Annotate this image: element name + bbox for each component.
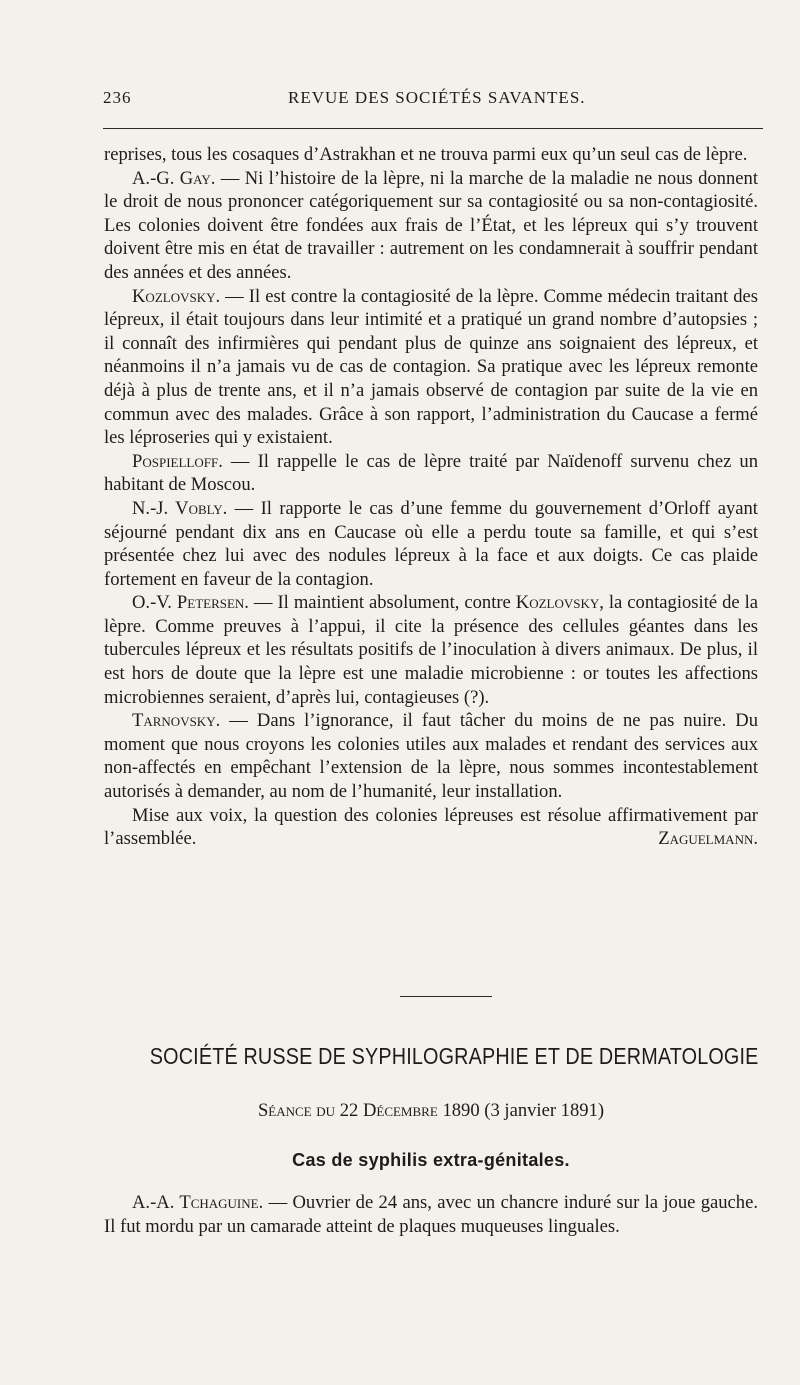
body-text [104,143,758,851]
case-text [104,1191,758,1238]
speaker-name: Kozlovsky. [132,285,221,307]
speech-text: — Ni l’histoire de la lèpre, ni la marche de la maladie ne nous donnent le droit de nous prononcer catégoriquement sur sa contagiosité ou sa non-contagiosité. Les colonies doivent être fondées aux frais de l’État, et les lépreux qui s’y trouvent doivent être mis en état de travailler : autrement on les condamnerait à souffrir pendant des années et des années. [104,167,758,283]
section-title: SOCIÉTÉ RUSSE DE SYPHILOGRAPHIE ET DE DERMATOLOGIE [149,1043,759,1069]
inline-speaker-name: Kozlovsky [515,592,600,614]
speech-kozlovsky [104,285,758,450]
section-divider [400,996,492,997]
speech-text: — Il rappelle le cas de lèpre traité par Naïdenoff survenu chez un habitant de Moscou. [104,450,758,496]
cases-heading: Cas de syphilis extra-génitales. [292,1150,570,1170]
speech-text: — Il maintient absolument, contre [248,592,516,614]
case-description: — Ouvrier de 24 ans, avec un chancre induré sur la joue gauche. Il fut mordu par un camarade atteint de plaques muqueuses linguales. [104,1192,758,1237]
header-rule [103,128,763,129]
signature: Zaguelmann. [658,828,758,850]
speech-text: — Dans l’ignorance, il faut tâcher du moins de ne pas nuire. Du moment que nous croyons les colonies utiles aux malades et rendant des services aux non-affectés en empêchant l’extension de la lèpre, nous sommes incontestablement autorisés à demander, au nom de l’humanité, leur installation. [104,710,758,803]
speech-petersen [104,591,758,709]
resolution-text: Mise aux voix, la question des colonies lépreuses est résolue affirmativement par l’assemblée. [104,804,758,850]
page-number: 236 [103,88,132,107]
seance-label: Séance du [257,1100,336,1121]
speech-text: , la contagiosité de la lèpre. Comme preuves à l’appui, il cite la présence des cellules géantes dans les tubercules lépreux et les résultats positifs de l’inoculation à divers animaux. De plus, il est hors de doute que la lèpre est une maladie microbienne : or toutes les affections microbiennes seraient, d’après lui, contagieuses (?). [104,592,759,708]
running-head [103,88,763,112]
speech-tarnovsky [104,709,758,803]
speaker-name: Tarnovsky. [132,710,221,732]
case-tchaguine [104,1191,758,1238]
speaker-name: O.-V. Petersen. [132,592,249,614]
continued-paragraph: reprises, tous les cosaques d’Astrakhan et ne trouva parmi eux qu’un seul cas de lèpre. [104,144,748,165]
speaker-name: A.-A. Tchaguine. [132,1192,264,1213]
seance-date [104,1100,758,1122]
seance-year: 1890 (3 janvier 1891) [442,1100,605,1121]
speech-gay [104,167,758,285]
speaker-name: Pospielloff. [132,450,223,472]
speech-text: — Il est contre la contagiosité de la lèpre. Comme médecin traitant des lépreux, il était toujours dans leur intimité et a pratiqué un grand nombre d’autopsies ; il connaît des infirmières qui pendant plus de quinze ans soignaient des lépreux, et néanmoins il n’a jamais vu de cas de contagion. Sa pratique avec les lépreux remonte déjà à plus de trente ans, et il n’a jamais observé de contagion par suite de la vie en commun avec des malades. Grâce à son rapport, l’administration du Caucase a fermé les léproseries qui y existaient. [104,285,758,449]
speech-pospielloff [104,450,758,497]
speaker-name: N.-J. Vobly. [132,497,228,519]
speech-text: — Il rapporte le cas d’une femme du gouvernement d’Orloff ayant séjourné pendant dix ans en Caucase où elle a perdu toute sa famille, et qui s’est présentée chez lui avec des nodules lépreux à la face et aux doigts. Ce cas plaide fortement en faveur de la contagion. [104,497,758,590]
running-title: REVUE DES SOCIÉTÉS SAVANTES. [288,88,586,107]
seance-month: Décembre [362,1100,438,1121]
resolution-paragraph [104,804,758,851]
speech-vobly [104,497,758,591]
seance-day: 22 [339,1100,359,1121]
speaker-name: A.-G. Gay. [132,167,216,189]
